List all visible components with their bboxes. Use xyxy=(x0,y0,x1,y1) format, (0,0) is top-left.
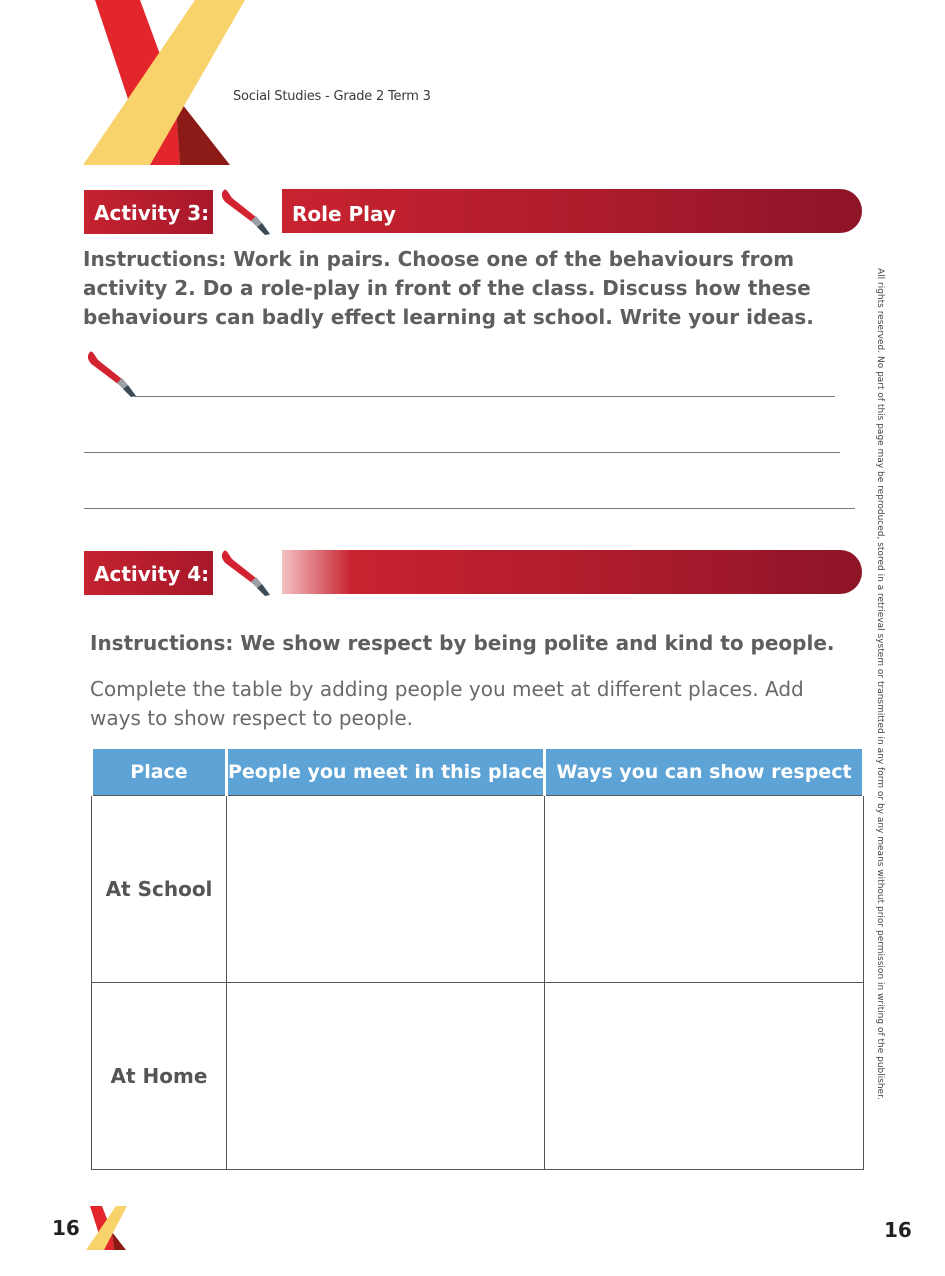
activity-4-instructions: Instructions: We show respect by being polite and kind to people. xyxy=(90,631,835,655)
table-header-row xyxy=(92,749,864,796)
table-row xyxy=(92,983,864,1170)
answer-cell[interactable] xyxy=(227,983,545,1170)
paintbrush-icon xyxy=(218,186,272,236)
page-number-right: 16 xyxy=(884,1218,912,1242)
activity-3-instructions: Instructions: Work in pairs. Choose one of the behaviours from activity 2. Do a role-play in front of the class. Discuss how these behaviours can badly effect learning at school. Write your ideas. xyxy=(83,247,814,329)
activity-3-label: Activity 3: xyxy=(84,190,213,234)
answer-line[interactable] xyxy=(84,452,840,453)
column-header: Place xyxy=(92,749,227,796)
brand-logo xyxy=(80,0,250,170)
respect-table xyxy=(90,749,865,1170)
activity-4-banner xyxy=(282,550,862,594)
activity-4-label: Activity 4: xyxy=(84,551,213,595)
answer-cell[interactable] xyxy=(545,796,864,983)
place-cell: At School xyxy=(92,796,227,983)
activity-4-task: Complete the table by adding people you meet at different places. Add ways to show respect to people. xyxy=(90,677,804,730)
page-number-left: 16 xyxy=(52,1216,80,1240)
paintbrush-icon xyxy=(218,547,272,597)
activity-3-title: Role Play xyxy=(282,189,862,233)
copyright-notice: All rights reserved. No part of this page may be reproduced, stored in a retrieval system or transmitted in any form or by any means without prior permission in writing of the publisher. xyxy=(875,268,885,1100)
column-header: People you meet in this place xyxy=(227,749,545,796)
brand-logo-small xyxy=(86,1206,128,1252)
column-header: Ways you can show respect xyxy=(545,749,864,796)
answer-cell[interactable] xyxy=(545,983,864,1170)
subject-header: Social Studies - Grade 2 Term 3 xyxy=(233,89,431,104)
answer-line[interactable] xyxy=(84,508,855,509)
answer-cell[interactable] xyxy=(227,796,545,983)
answer-line[interactable] xyxy=(134,396,835,397)
table-row xyxy=(92,796,864,983)
place-cell: At Home xyxy=(92,983,227,1170)
paintbrush-icon xyxy=(84,348,138,398)
